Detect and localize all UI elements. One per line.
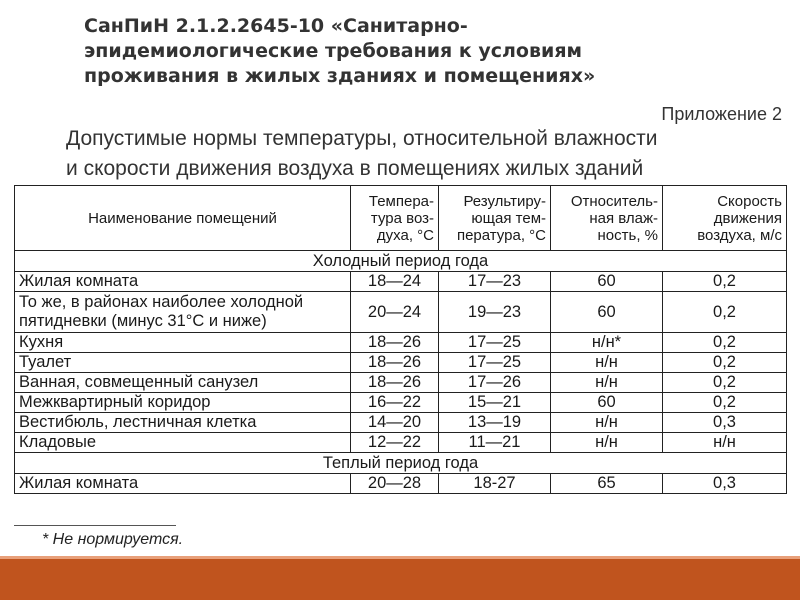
humidity-cell: н/н	[551, 373, 663, 393]
speed-cell: 0,3	[663, 474, 787, 494]
humidity-cell: н/н*	[551, 333, 663, 353]
air-temp-cell: 18—26	[351, 373, 439, 393]
speed-cell: 0,2	[663, 353, 787, 373]
room-name: Кухня	[15, 333, 351, 353]
warm-period-row	[15, 453, 787, 474]
slide-bottom-bar	[0, 556, 800, 600]
table-row	[15, 393, 787, 413]
result-temp-cell: 17—25	[439, 353, 551, 373]
slide-title-line: СанПиН 2.1.2.2645-10 «Санитарно-	[84, 15, 468, 37]
result-temp-cell: 18-27	[439, 474, 551, 494]
result-temp-cell: 13—19	[439, 413, 551, 433]
speed-cell: н/н	[663, 433, 787, 453]
room-name	[15, 292, 351, 333]
header-line: ющая тем-	[471, 209, 546, 227]
result-temp-cell: 17—23	[439, 272, 551, 292]
humidity-cell: н/н	[551, 353, 663, 373]
result-temp-cell: 17—26	[439, 373, 551, 393]
speed-cell: 0,2	[663, 333, 787, 353]
room-name-line: пятидневки (минус 31°С и ниже)	[19, 312, 267, 330]
footnote: * Не нормируется.	[42, 531, 184, 548]
table-header-row	[15, 186, 787, 251]
room-name: Межквартирный коридор	[15, 393, 351, 413]
header-line: воздуха, м/с	[697, 226, 782, 244]
air-temp-cell: 16—22	[351, 393, 439, 413]
humidity-cell: 60	[551, 393, 663, 413]
table-caption-line: Допустимые нормы температуры, относительной влажности	[66, 127, 658, 150]
header-line: ная влаж-	[589, 209, 658, 227]
table-row	[15, 474, 787, 494]
norms-table	[14, 185, 787, 494]
room-name: Жилая комната	[15, 272, 351, 292]
humidity-cell: н/н	[551, 433, 663, 453]
header-line: движения	[713, 209, 782, 227]
slide-title	[84, 14, 764, 89]
header-line: тура воз-	[370, 209, 434, 227]
air-temp-cell: 18—26	[351, 333, 439, 353]
air-temp-cell: 18—26	[351, 353, 439, 373]
cold-period-label: Холодный период года	[15, 251, 787, 272]
table-row	[15, 292, 787, 333]
header-room-name: Наименование помещений	[15, 186, 351, 251]
cold-period-row	[15, 251, 787, 272]
humidity-cell: 65	[551, 474, 663, 494]
table-row	[15, 413, 787, 433]
result-temp-cell: 19—23	[439, 292, 551, 333]
table-row	[15, 373, 787, 393]
room-name: Кладовые	[15, 433, 351, 453]
humidity-cell: н/н	[551, 413, 663, 433]
table-row	[15, 353, 787, 373]
footnote-divider	[14, 525, 176, 526]
room-name: Туалет	[15, 353, 351, 373]
air-temp-cell: 20—28	[351, 474, 439, 494]
speed-cell: 0,2	[663, 272, 787, 292]
result-temp-cell: 11—21	[439, 433, 551, 453]
room-name-line: То же, в районах наиболее холодной	[19, 293, 304, 311]
speed-cell: 0,2	[663, 373, 787, 393]
result-temp-cell: 17—25	[439, 333, 551, 353]
appendix-label: Приложение 2	[661, 104, 782, 124]
room-name: Вестибюль, лестничная клетка	[15, 413, 351, 433]
table-caption	[66, 124, 766, 184]
air-temp-cell: 20—24	[351, 292, 439, 333]
room-name: Жилая комната	[15, 474, 351, 494]
humidity-cell: 60	[551, 292, 663, 333]
header-line: Темпера-	[368, 192, 434, 210]
table-row	[15, 272, 787, 292]
result-temp-cell: 15—21	[439, 393, 551, 413]
air-temp-cell: 14—20	[351, 413, 439, 433]
header-air-speed	[663, 186, 787, 251]
table-row	[15, 433, 787, 453]
speed-cell: 0,2	[663, 292, 787, 333]
header-humidity	[551, 186, 663, 251]
header-result-temp	[439, 186, 551, 251]
slide-title-line: проживания в жилых зданиях и помещениях»	[84, 65, 596, 87]
warm-period-label: Теплый период года	[15, 453, 787, 474]
air-temp-cell: 18—24	[351, 272, 439, 292]
header-line: Относитель-	[570, 192, 658, 210]
header-line: пература, °С	[456, 226, 546, 244]
humidity-cell: 60	[551, 272, 663, 292]
speed-cell: 0,3	[663, 413, 787, 433]
speed-cell: 0,2	[663, 393, 787, 413]
header-air-temp	[351, 186, 439, 251]
header-line: ность, %	[597, 226, 658, 244]
room-name: Ванная, совмещенный санузел	[15, 373, 351, 393]
table-row	[15, 333, 787, 353]
air-temp-cell: 12—22	[351, 433, 439, 453]
header-line: духа, °С	[376, 226, 434, 244]
header-line: Результиру-	[463, 192, 546, 210]
table-caption-line: и скорости движения воздуха в помещениях жилых зданий	[66, 157, 644, 180]
slide-title-line: эпидемиологические требования к условиям	[84, 40, 583, 62]
header-line: Скорость	[717, 192, 782, 210]
